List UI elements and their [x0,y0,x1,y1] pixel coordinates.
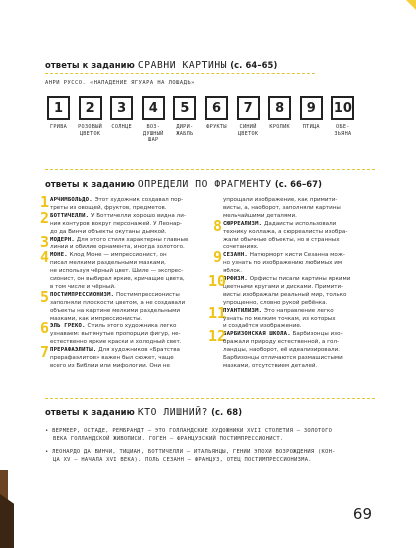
right-answer-line [223,339,339,347]
right-answer-line [223,244,259,252]
answer-text: бражали природу естественной, а гол- [223,339,340,346]
answer-number-3: 3 [40,232,50,251]
answer-text: Это направление легко [262,307,334,314]
answer-word-10: ОБЕ-ЗЬЯНА [334,124,352,137]
bullet-1-line-1: • ВЕРМЕЕР, ОСТАДЕ, РЕМБРАНДТ — ЭТО ГОЛЛАНДСКИЕ ХУДОЖНИКИ XVII СТОЛЕТИЯ — ЗОЛОТОГО [45,428,333,434]
answer-text: не используя чёрный цвет. Шиле — экспрес- [50,268,184,275]
answer-word-8: КРОЛИК [269,124,290,130]
bullet-2 [45,448,336,465]
answer-text: Постимпрессионисты [114,291,180,298]
bullet-1-line-2: ВЕКА ГОЛЛАНДСКОЙ ЖИВОПИСИ. ГОГЕН — ФРАНЦУЗСКИЙ ПОСТИМПРЕССИОНИСТ. [53,436,284,443]
answer-term: ПРЕРАФАЭЛИТЫ. [50,347,97,354]
answer-word-6: ФРУКТЫ [206,124,227,130]
right-answer-line [223,213,297,221]
answer-text: упрощенно, словно рукой ребёнка. [223,299,328,306]
section2-heading [45,179,322,190]
answer-text: мазками, как импрессионисты. [50,315,143,322]
answer-text: в том числе и чёрный. [50,283,116,290]
answer-text: Барбизонцы отличаются размашистыми [223,355,343,361]
bullet-2-line-1: • ЛЕОНАРДО ДА ВИНЧИ, ТИЦИАН, БОТТИЧЕЛЛИ — ИТАЛЬЯНЦЫ, ГЕНИИ ЭПОХИ ВОЗРОЖДЕНИЯ (КОН- [45,449,336,455]
left-answer-line [50,268,183,276]
number-box-7: 7 [237,96,260,120]
answer-term: АРЧИМБОЛЬДО. [50,197,93,203]
section3-heading [45,407,242,418]
answer-text: технику коллажа, а сюрреалисты изобра- [223,228,348,235]
right-answer-line [223,229,347,237]
answer-text: треты из овощей, фруктов, предметов. [50,204,167,211]
painting-frame-decoration [0,494,14,548]
answer-term: МОНЕ. [50,252,68,259]
right-answer-line [223,355,343,363]
answer-text: яблок. [223,268,242,275]
answer-text: узнаваем: вытянутые пропорции фигур, не- [50,331,181,338]
answer-term: ПУАНТИЛИЗМ. [223,307,263,314]
answer-text: Натюрморт кисти Сезанна мож- [247,252,345,259]
answer-text: Для этого стиля характерны главные [74,236,189,243]
answer-number-8: 8 [213,216,223,235]
answer-text: мазками, отсутствием деталей. [223,362,318,369]
answer-text: до да Винчи объекты окутаны дымкой. [50,228,167,235]
section3-dashed-rule-top [45,398,375,399]
right-answer-line [223,276,350,284]
answer-text: ландцы, наоборот, её идеализировали. [223,347,341,354]
answer-term: ОРФИЗМ. [223,276,248,282]
right-answer-line [223,237,340,245]
answer-number-4: 4 [40,248,50,267]
right-answer-line [223,308,334,316]
left-answer-line [50,363,170,371]
answer-number-11: 11 [208,303,227,322]
answer-text: Барбизонцы изо- [290,331,343,338]
left-answer-line [50,323,176,331]
answer-word-2: РОЗОВЫЙ ЦВЕТОК [78,124,103,137]
section1-dashed-rule [45,73,315,74]
answer-term: СЮРРЕАЛИЗМ. [223,220,263,227]
page-number: 69 [352,505,372,523]
left-answer-line [50,260,166,268]
answer-text: сионист, он выбирал яркие, кричащие цвета, [50,276,185,282]
answer-number-6: 6 [40,319,50,338]
answer-number-9: 9 [213,248,223,267]
left-answer-line [50,339,182,347]
section1-heading [45,60,277,71]
left-answer-line [50,355,174,363]
answer-text: ния контуров вокруг персонажей. У Леонар- [50,220,183,227]
answer-text: висты, а, наоборот, заполняли картины [223,204,341,211]
left-answer-line [50,300,185,308]
answer-text: Дадаисты использовали [262,220,337,227]
answer-text: висты изображали реальный мир, только [223,291,347,298]
answer-term: ЭЛЬ ГРЕКО. [50,323,86,330]
right-answer-line [223,205,341,213]
answer-text: заполняли плоскости цветом, а не создавали [50,299,186,306]
left-answer-line [50,276,185,284]
answer-text: узнать по мелким точкам, из которых [223,315,336,322]
answer-text: и создаётся изображение. [223,323,302,330]
number-box-8: 8 [268,96,291,120]
right-answer-line [223,292,346,300]
answer-term: ПОСТИМПРЕССИОНИЗМ. [50,291,115,298]
answer-word-1: ГРИВА [49,124,68,130]
right-answer-line [223,284,343,292]
left-answer-line [50,347,180,355]
bullet-2-line-2: ЦА XV — НАЧАЛА XVI ВЕКА). ПОЛЬ СЕЗАНН — ФРАНЦУЗ, ОТЕЦ ПОСТИМПРЕССИОНИЗМА. [53,457,312,464]
section2-pages: (с. 66–67) [274,179,323,189]
left-answer-line [50,284,116,292]
answer-word-7: СИНИЙ ЦВЕТОК [237,124,259,137]
left-answer-line [50,213,186,221]
answer-text: сочетаниях. [223,244,259,251]
answer-term: СЕЗАНН. [223,252,248,259]
section2-title: ОПРЕДЕЛИ ПО ФРАГМЕНТУ [137,179,272,190]
answer-number-12: 12 [208,327,227,346]
painting-credit: АНРИ РУССО. «НАПАДЕНИЕ ЯГУАРА НА ЛОШАДЬ» [45,80,195,86]
answer-word-5: ДИРИ-ЖАБЛЬ [176,124,194,137]
answer-number-2: 2 [40,208,50,227]
left-answer-line [50,316,142,324]
right-answer-line [223,323,302,331]
number-box-6: 6 [205,96,228,120]
right-answer-line [223,221,336,229]
section1-prefix: ответы к заданию [45,60,138,70]
answer-text: упрощали изображение, как примити- [223,197,338,203]
answer-text: У Боттичелли хорошо видна ли- [89,212,186,219]
number-box-2: 2 [79,96,102,120]
right-answer-line [223,347,340,355]
number-box-5: 5 [173,96,196,120]
right-answer-line [223,252,345,260]
number-box-9: 9 [300,96,323,120]
right-answer-line [223,197,337,205]
answer-term: БАРБИЗОНСКАЯ ШКОЛА. [223,331,291,338]
number-box-4: 4 [142,96,165,120]
section3-title: КТО ЛИШНИЙ? [137,407,209,418]
left-answer-line [50,244,185,252]
answer-number-7: 7 [40,343,50,362]
answer-term: БОТТИЧЕЛЛИ. [50,212,90,219]
section1-title: СРАВНИ КАРТИНЫ [137,60,228,71]
number-box-1: 1 [47,96,70,120]
answer-text: естественно яркие краски и холодный свет. [50,339,182,346]
left-answer-line [50,237,188,245]
right-answer-line [223,260,342,268]
section1-pages: (с. 64–65) [230,60,278,70]
section3-prefix: ответы к заданию [45,407,138,417]
answer-text: Этот художник создавал пор- [92,197,184,203]
number-box-3: 3 [110,96,133,120]
bullet-1 [45,427,332,444]
answer-text: писал мелкими раздельными мазками, [50,260,166,267]
answer-text: мельчайшими деталями. [223,212,297,219]
answer-text: цветными кругами и дисками. Примити- [223,283,344,290]
left-answer-line [50,292,180,300]
answer-number-1: 1 [40,193,50,211]
left-answer-line [50,252,167,260]
answer-text: Стиль этого художника легко [85,323,177,330]
answer-text: Клод Моне — импрессионист, он [67,252,167,259]
answer-word-9: ПТИЦА [302,124,320,130]
section2-dashed-rule-top [45,169,375,170]
left-answer-line [50,197,183,205]
answer-word-4: ВОЗ-ДУШНЫЙ ШАР [143,124,164,144]
answer-term: МОДЕРН. [50,236,75,243]
answer-number-5: 5 [40,287,50,306]
right-answer-line [223,316,336,324]
right-answer-line [223,363,317,371]
section3-pages: (с. 68) [211,407,243,417]
right-answer-line [223,300,327,308]
number-box-10: 10 [331,96,354,120]
answer-word-3: СОЛНЦЕ [111,124,132,130]
answer-text: прерафаэлитов» важен был сюжет, чаще [50,355,174,361]
answer-text: жали обычные объекты, но в странных [223,236,340,243]
answer-text: Для художников «Братства [96,347,180,354]
left-answer-line [50,205,167,213]
answer-text: объекты на картине мелкими раздельными [50,307,181,314]
left-answer-line [50,229,166,237]
left-answer-line [50,308,180,316]
answer-text: Орфисты писали картины яркими [247,276,351,282]
left-answer-line [50,221,182,229]
corner-decoration [406,0,416,10]
section2-prefix: ответы к заданию [45,179,138,189]
answer-text: но узнать по изображению любимых им [223,260,343,267]
answer-number-10: 10 [208,272,227,290]
answer-text: линии и обилие орнамента, иногда золотого. [50,244,185,251]
answer-text: всего из Библии или мифологии. Они не [50,362,170,369]
